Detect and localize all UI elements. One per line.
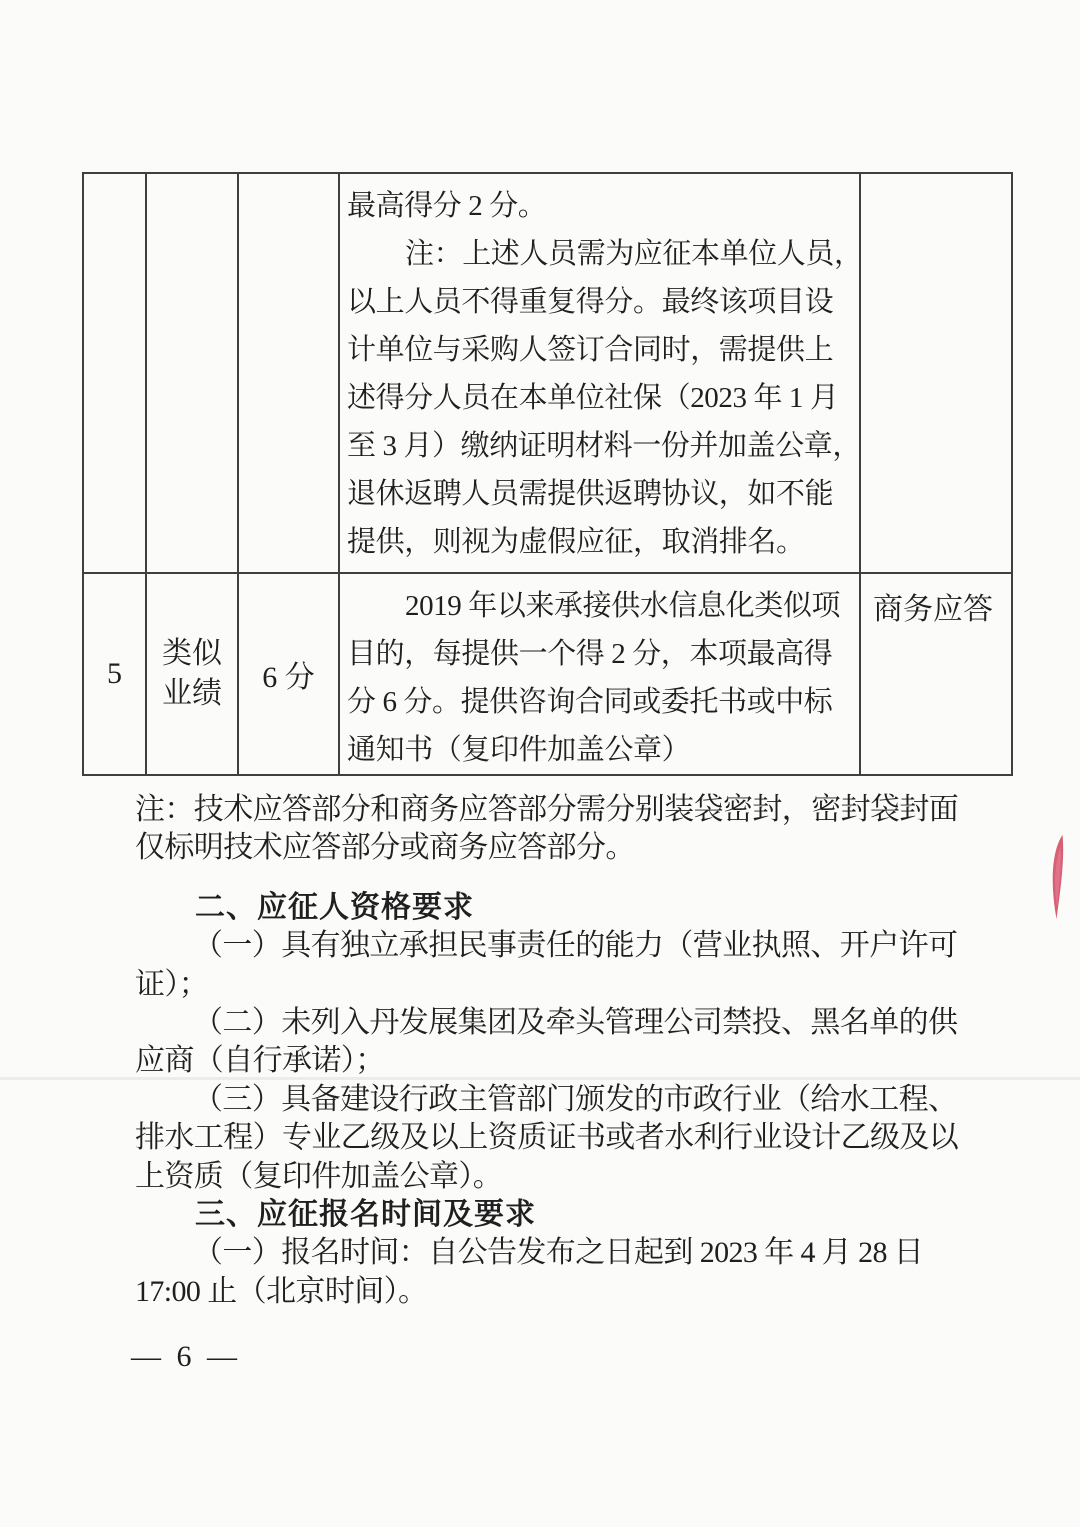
description-line: 计单位与采购人签订合同时，需提供上 (347, 334, 834, 366)
section-heading-qualifications: 二、应征人资格要求 (195, 890, 474, 924)
description-line: 退休返聘人员需提供返聘协议，如不能 (347, 478, 834, 510)
page-number: — 6 — (131, 1340, 241, 1373)
qualification-item-line: 上资质（复印件加盖公章）。 (135, 1159, 503, 1193)
qualification-item-line: （二）未列入丹发展集团及牵头管理公司禁投、黑名单的供 (193, 1006, 958, 1040)
cell-response-category (860, 173, 1012, 573)
table-row-continued (83, 173, 1012, 573)
qualification-item-line: （一）具有独立承担民事责任的能力（营业执照、开户许可 (193, 929, 958, 963)
qualification-item-line: 证）； (135, 967, 209, 1001)
cell-response-category: 商务应答 (860, 573, 1012, 775)
sealing-note-line: 注：技术应答部分和商务应答部分需分别装袋密封，密封袋封面 (135, 793, 959, 826)
sealing-note-line: 仅标明技术应答部分或商务应答部分。 (135, 831, 635, 865)
description-line: 目的，每提供一个得 2 分，本项最高得 (347, 638, 833, 670)
cell-seq-number (83, 173, 146, 573)
cell-score (238, 173, 339, 573)
description-line: 以上人员不得重复得分。最终该项目设 (347, 286, 834, 318)
qualification-item-line: 排水工程）专业乙级及以上资质证书或者水利行业设计乙级及以 (135, 1121, 959, 1155)
qualification-item-line: 应商（自行承诺）； (135, 1044, 385, 1078)
cell-criterion (146, 173, 238, 573)
registration-item-line: （一）报名时间：自公告发布之日起到 2023 年 4 月 28 日 (193, 1236, 924, 1270)
scan-artifact-line (0, 1077, 1080, 1080)
page-body (135, 791, 975, 1311)
description-line: 提供，则视为虚假应征，取消排名。 (347, 526, 805, 558)
cell-criterion: 类似业绩 (146, 573, 238, 775)
table-row-5 (83, 573, 1012, 775)
description-line: 通知书（复印件加盖公章） (347, 734, 691, 766)
cell-scoring-description (339, 573, 860, 775)
section-heading-registration: 三、应征报名时间及要求 (195, 1198, 536, 1232)
red-stamp-edge-icon (1046, 835, 1066, 919)
registration-item-line: 17:00 止（北京时间）。 (135, 1274, 428, 1308)
evaluation-table (82, 172, 1013, 776)
description-line: 最高得分 2 分。 (347, 190, 547, 222)
description-line: 分 6 分。提供咨询合同或委托书或中标 (347, 686, 833, 718)
description-line: 2019 年以来承接供水信息化类似项 (405, 590, 841, 622)
qualification-item-line: （三）具备建设行政主管部门颁发的市政行业（给水工程、 (193, 1082, 958, 1116)
description-line: 注：上述人员需为应征本单位人员， (405, 238, 863, 270)
description-line: 至 3 月）缴纳证明材料一份并加盖公章， (347, 430, 862, 462)
cell-seq-number: 5 (83, 573, 146, 775)
description-line: 述得分人员在本单位社保（2023 年 1 月 (347, 382, 839, 414)
cell-scoring-description (339, 173, 863, 573)
cell-score: 6 分 (238, 573, 339, 775)
